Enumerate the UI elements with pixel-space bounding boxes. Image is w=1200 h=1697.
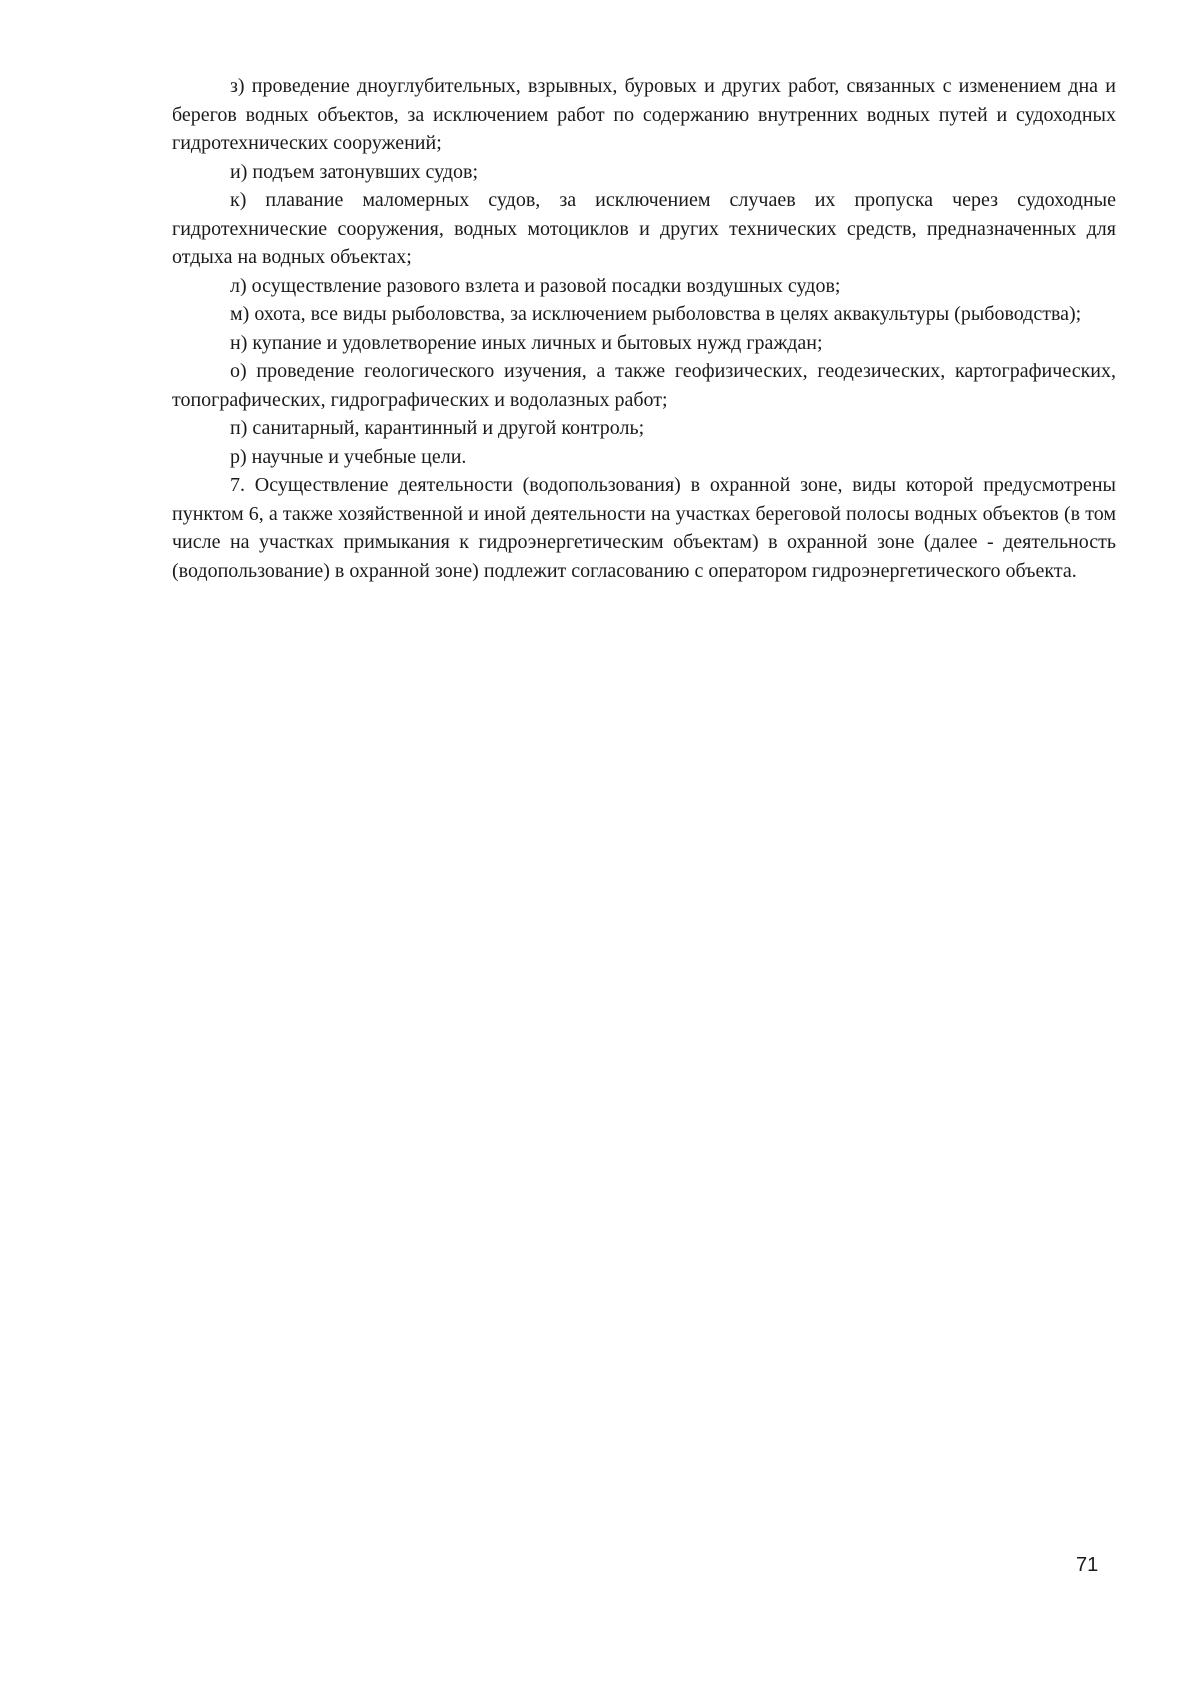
paragraph-l: л) осуществление разового взлета и разовой посадки воздушных судов; xyxy=(230,274,841,297)
document-body xyxy=(172,72,1116,585)
paragraph-r: р) научные и учебные цели. xyxy=(230,445,467,468)
paragraph-k: к) плавание маломерных судов, за исключением случаев их пропуска через судоходные гидротехнические сооружения, водных мотоциклов и других технических средств, предназначенных для отдыха на водных объектах; xyxy=(172,189,1116,268)
paragraph-p: п) санитарный, карантинный и другой контроль; xyxy=(230,417,645,439)
paragraph-m: м) охота, все виды рыболовства, за исключением рыболовства в целях аквакультуры (рыбоводства); xyxy=(230,303,1082,325)
paragraph-7: 7. Осуществление деятельности (водопользования) в охранной зоне, виды которой предусмотрены пунктом 6, а также хозяйственной и иной деятельности на участках береговой полосы водных объектов (в том числе на участках примыкания к гидроэнергетическим объектам) в охранной зоне (далее - деятельность (водопользование) в охранной зоне) подлежит согласованию с оператором гидроэнергетического объекта. xyxy=(172,474,1116,582)
page-number: 71 xyxy=(1076,1554,1099,1576)
paragraph-i: и) подъем затонувших судов; xyxy=(230,160,479,183)
paragraph-o: о) проведение геологического изучения, а также геофизических, геодезических, картографических, топографических, гидрографических и водолазных работ; xyxy=(172,360,1116,411)
paragraph-z: з) проведение дноуглубительных, взрывных, буровых и других работ, связанных с изменением дна и берегов водных объектов, за исключением работ по содержанию внутренних водных путей и судоходных гидротехнических сооружений; xyxy=(172,75,1116,154)
paragraph-n: н) купание и удовлетворение иных личных и бытовых нужд граждан; xyxy=(230,331,823,354)
